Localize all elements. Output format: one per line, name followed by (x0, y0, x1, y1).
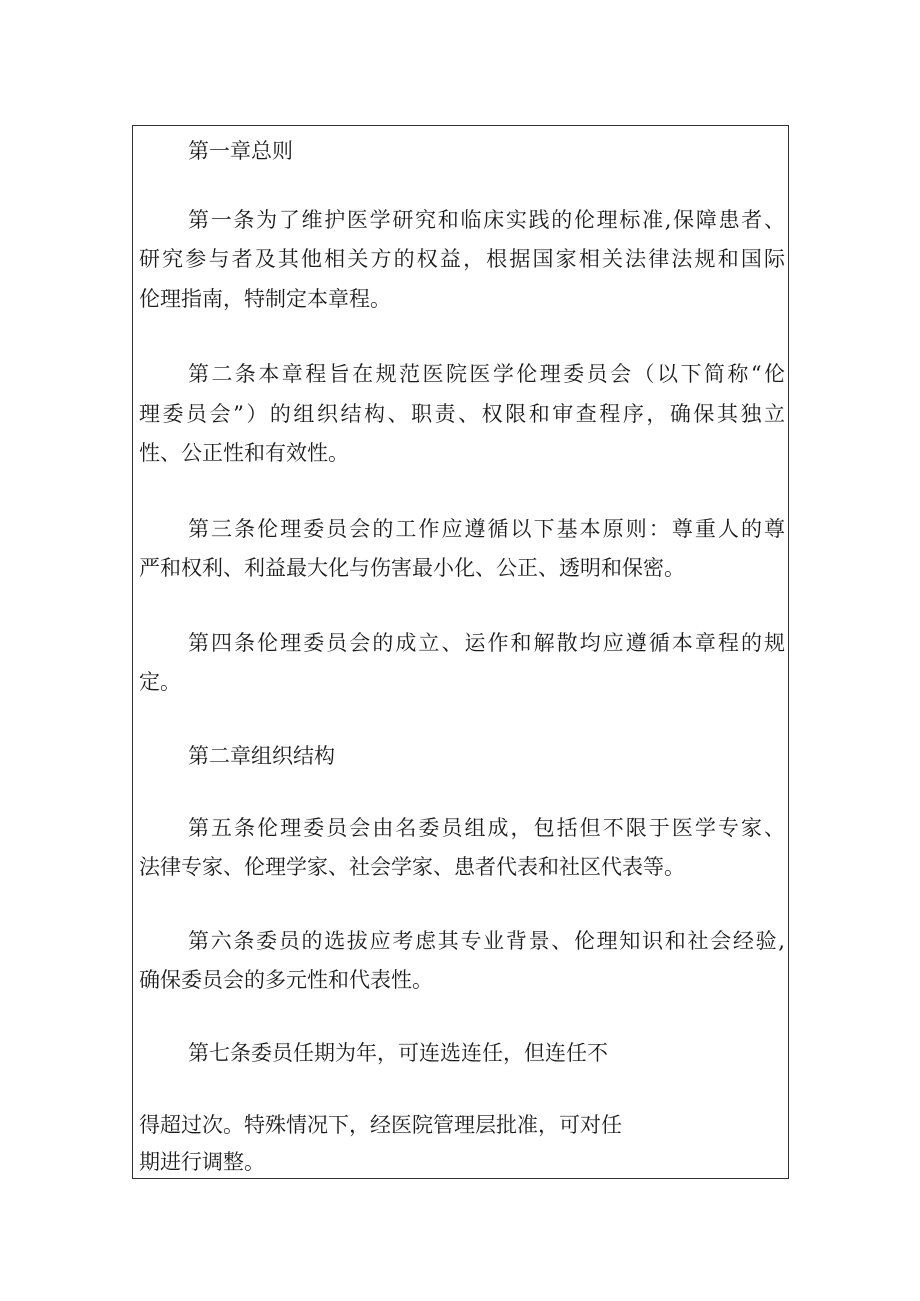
article2-line1: 第二条本章程旨在规范医院医学伦理委员会（以下简称“伦 (188, 362, 785, 386)
article3-line2: 严和权利、利益最大化与伤害最小化、公正、透明和保密。 (139, 556, 685, 580)
article4-line1: 第四条伦理委员会的成立、运作和解散均应遵循本章程的规 (188, 631, 785, 655)
document-frame (132, 125, 789, 1179)
article5-line2: 法律专家、伦理学家、社会学家、患者代表和社区代表等。 (139, 855, 685, 879)
article6-line1: 第六条委员的选拔应考虑其专业背景、伦理知识和社会经验, (188, 929, 785, 953)
article7-line3: 期进行调整。 (139, 1150, 265, 1174)
article6-line2: 确保委员会的多元性和代表性。 (139, 968, 433, 992)
chapter2-heading: 第二章组织结构 (188, 744, 335, 768)
article2-line2: 理委员会”）的组织结构、职责、权限和审查程序，确保其独立 (139, 402, 785, 426)
article1-line2: 研究参与者及其他相关方的权益，根据国家相关法律法规和国际 (139, 247, 785, 271)
article7-line2: 得超过次。特殊情况下，经医院管理层批准，可对任 (139, 1113, 622, 1137)
article5-line1: 第五条伦理委员会由名委员组成，包括但不限于医学专家、 (188, 816, 785, 840)
article1-line1: 第一条为了维护医学研究和临床实践的伦理标准,保障患者、 (188, 208, 785, 232)
chapter1-heading: 第一章总则 (188, 139, 293, 163)
article7-line1: 第七条委员任期为年，可连选连任，但连任不 (188, 1041, 608, 1065)
article3-line1: 第三条伦理委员会的工作应遵循以下基本原则：尊重人的尊 (188, 517, 785, 541)
article2-line3: 性、公正性和有效性。 (139, 441, 349, 465)
article4-line2: 定。 (139, 670, 181, 694)
article1-line3: 伦理指南，特制定本章程。 (139, 287, 391, 311)
